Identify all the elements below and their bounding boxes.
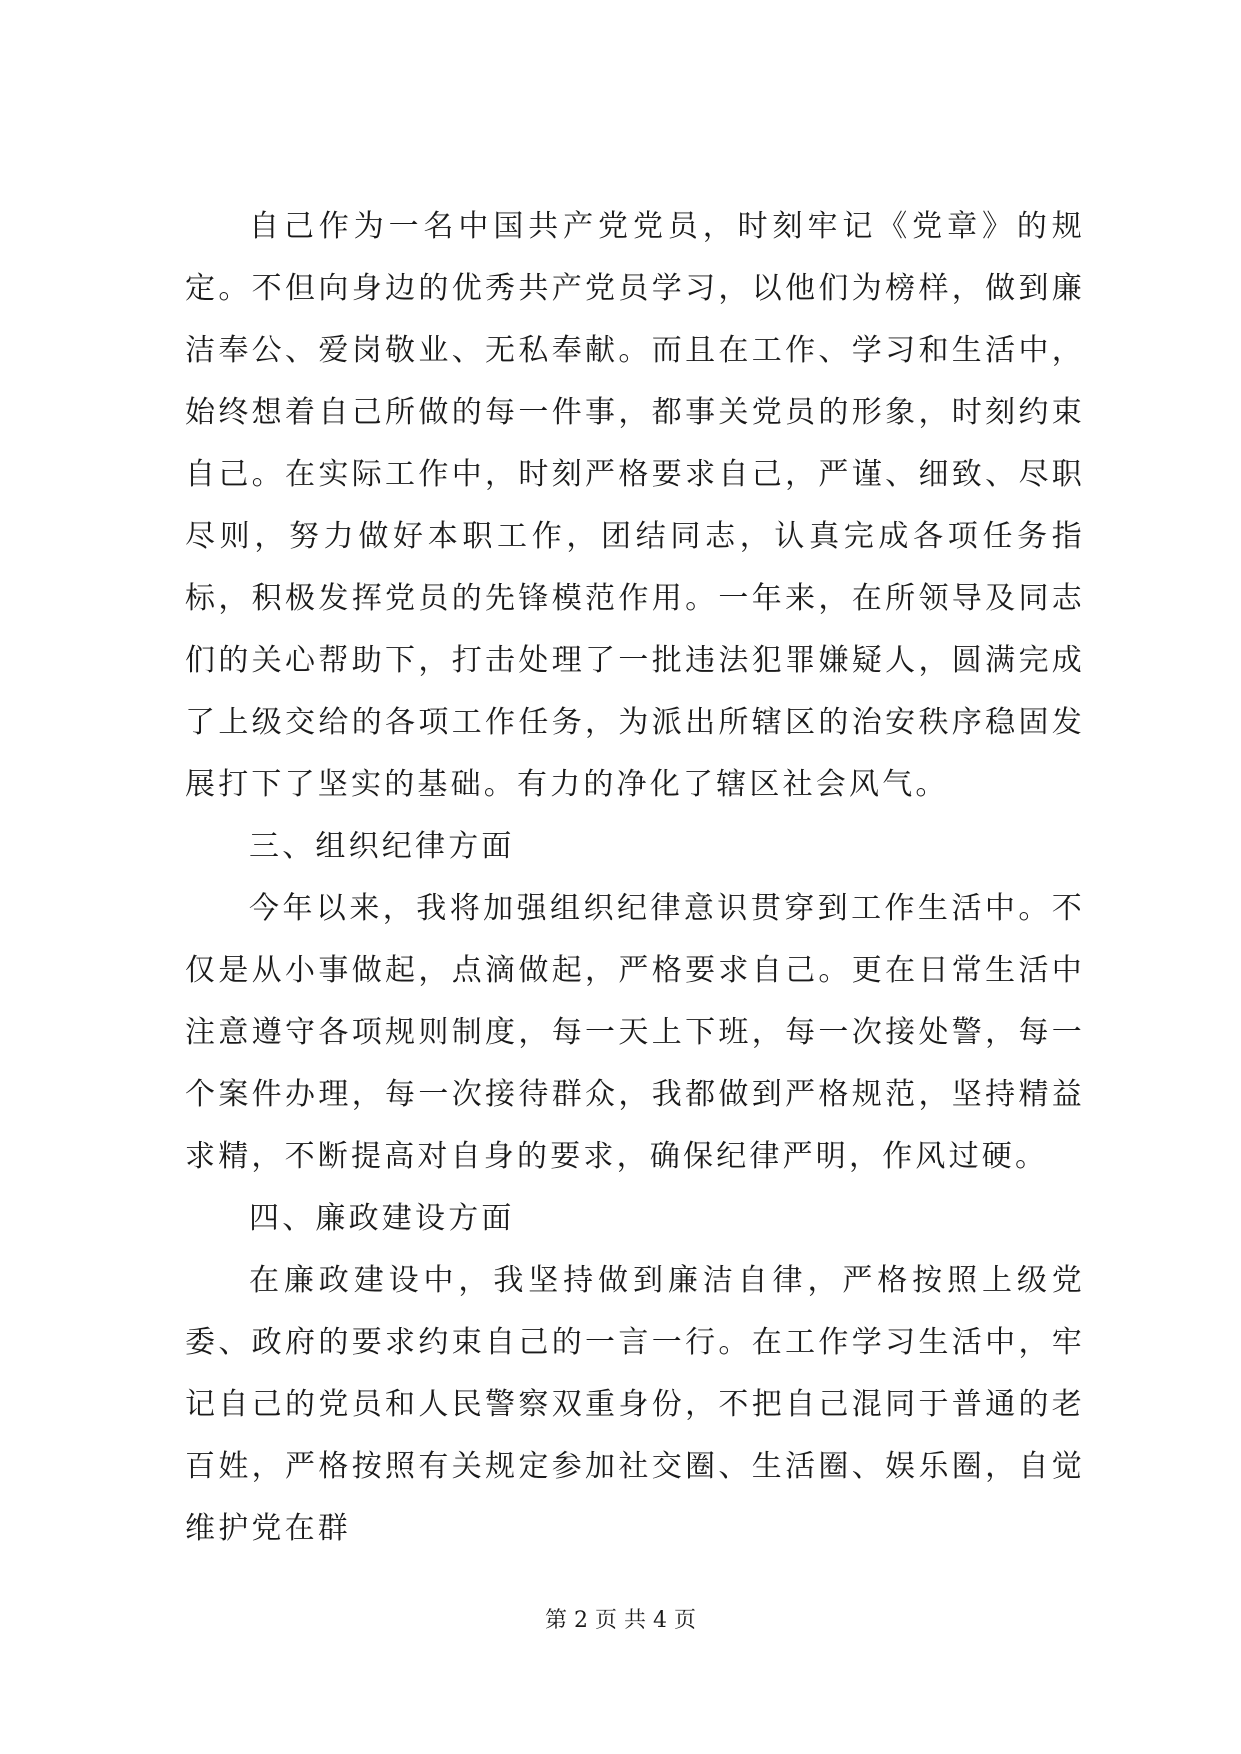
paragraph-party-member: 自己作为一名中国共产党党员，时刻牢记《党章》的规定。不但向身边的优秀共产党员学习，以他们为榜样，做到廉洁奉公、爱岗敬业、无私奉献。而且在工作、学习和生活中，始终想着自己所做的每一件事，都事关党员的形象，时刻约束自己。在实际工作中，时刻严格要求自己，严谨、细致、尽职尽则，努力做好本职工作，团结同志，认真完成各项任务指标，积极发挥党员的先锋模范作用。一年来，在所领导及同志们的关心帮助下，打击处理了一批违法犯罪嫌疑人，圆满完成了上级交给的各项工作任务，为派出所辖区的治安秩序稳固发展打下了坚实的基础。有力的净化了辖区社会风气。 <box>185 209 1085 802</box>
paragraph-integrity: 在廉政建设中，我坚持做到廉洁自律，严格按照上级党委、政府的要求约束自己的一言一行。在工作学习生活中，牢记自己的党员和人民警察双重身份，不把自己混同于普通的老百姓，严格按照有关规定参加社交圈、生活圈、娱乐圈，自觉维护党在群 <box>185 1263 1085 1546</box>
section-heading-discipline: 三、组织纪律方面 <box>249 829 515 864</box>
paragraph-discipline: 今年以来，我将加强组织纪律意识贯穿到工作生活中。不仅是从小事做起，点滴做起，严格要求自己。更在日常生活中注意遵守各项规则制度，每一天上下班，每一次接处警，每一个案件办理，每一次接待群众，我都做到严格规范，坚持精益求精，不断提高对自身的要求，确保纪律严明，作风过硬。 <box>185 891 1085 1174</box>
document-body <box>185 196 1085 1560</box>
section-heading-integrity: 四、廉政建设方面 <box>249 1201 515 1236</box>
page-footer: 第 2 页 共 4 页 <box>545 1608 696 1633</box>
